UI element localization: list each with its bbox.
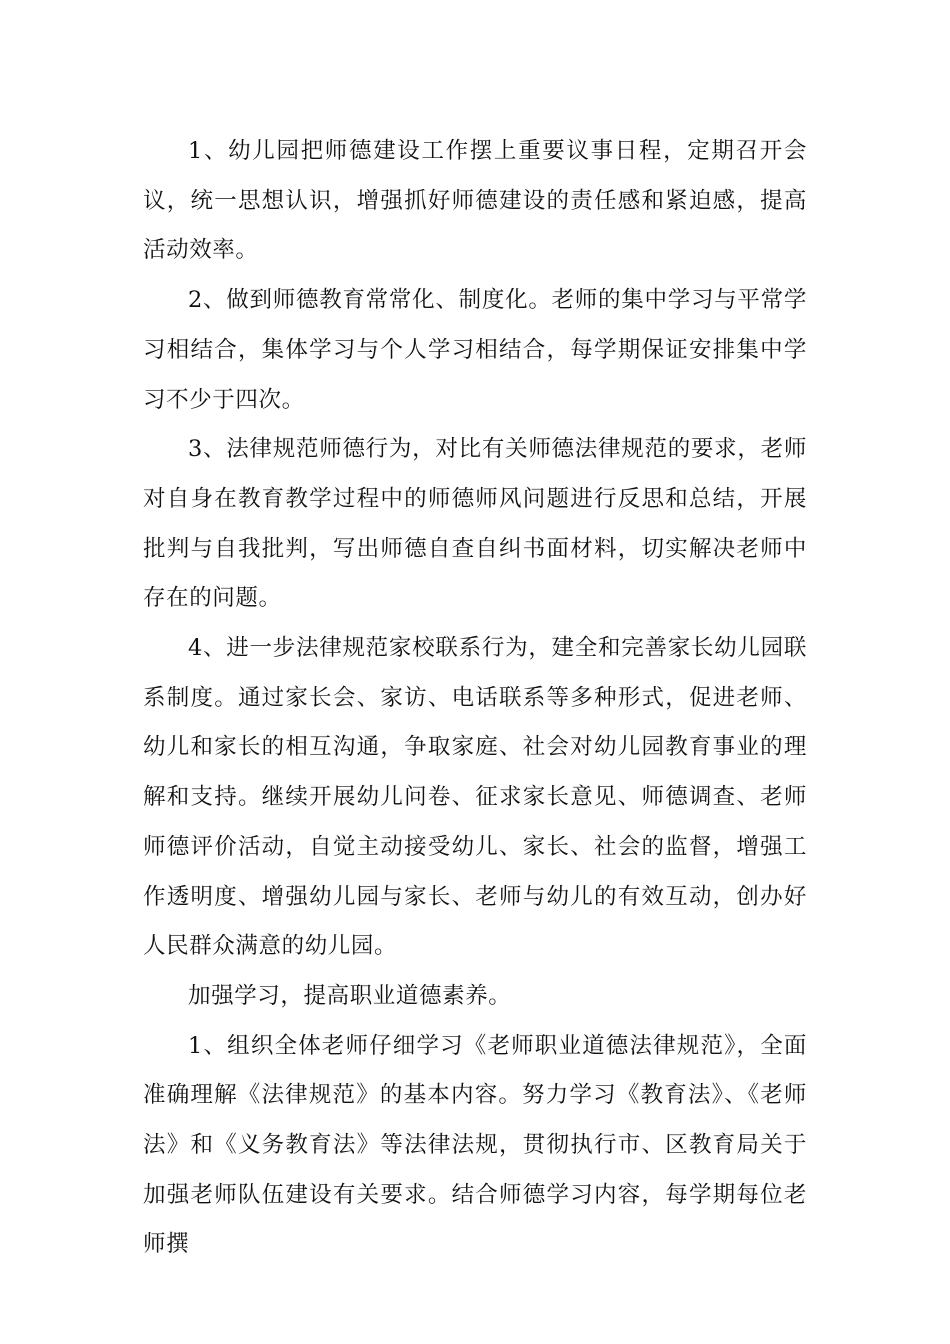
paragraph-3: 3、法律规范师德行为，对比有关师德法律规范的要求，老师对自身在教育教学过程中的师德师风问题进行反思和总结，开展批判与自我批判，写出师德自查自纠书面材料，切实解决老师中存在的问题。 xyxy=(143,436,807,612)
paragraph-2: 2、做到师德教育常常化、制度化。老师的集中学习与平常学习相结合，集体学习与个人学习相结合，每学期保证安排集中学习不少于四次。 xyxy=(143,287,807,413)
paragraph-1: 1、幼儿园把师德建设工作摆上重要议事日程，定期召开会议，统一思想认识，增强抓好师德建设的责任感和紧迫感，提高活动效率。 xyxy=(143,138,807,264)
section-heading-study: 加强学习，提高职业道德素养。 xyxy=(188,982,512,1009)
document-body xyxy=(143,127,807,1270)
paragraph-5: 1、组织全体老师仔细学习《老师职业道德法律规范》，全面准确理解《法律规范》的基本内容。努力学习《教育法》、《老师法》和《义务教育法》等法律法规，贯彻执行市、区教育局关于加强老师队伍建设有关要求。结合师德学习内容，每学期每位老师撰 xyxy=(143,1032,807,1258)
paragraph-4: 4、进一步法律规范家校联系行为，建全和完善家长幼儿园联系制度。通过家长会、家访、电话联系等多种形式，促进老师、幼儿和家长的相互沟通，争取家庭、社会对幼儿园教育事业的理解和支持。继续开展幼儿问卷、征求家长意见、师德调查、老师师德评价活动，自觉主动接受幼儿、家长、社会的监督，增强工作透明度、增强幼儿园与家长、老师与幼儿的有效互动，创办好人民群众满意的幼儿园。 xyxy=(143,635,807,960)
